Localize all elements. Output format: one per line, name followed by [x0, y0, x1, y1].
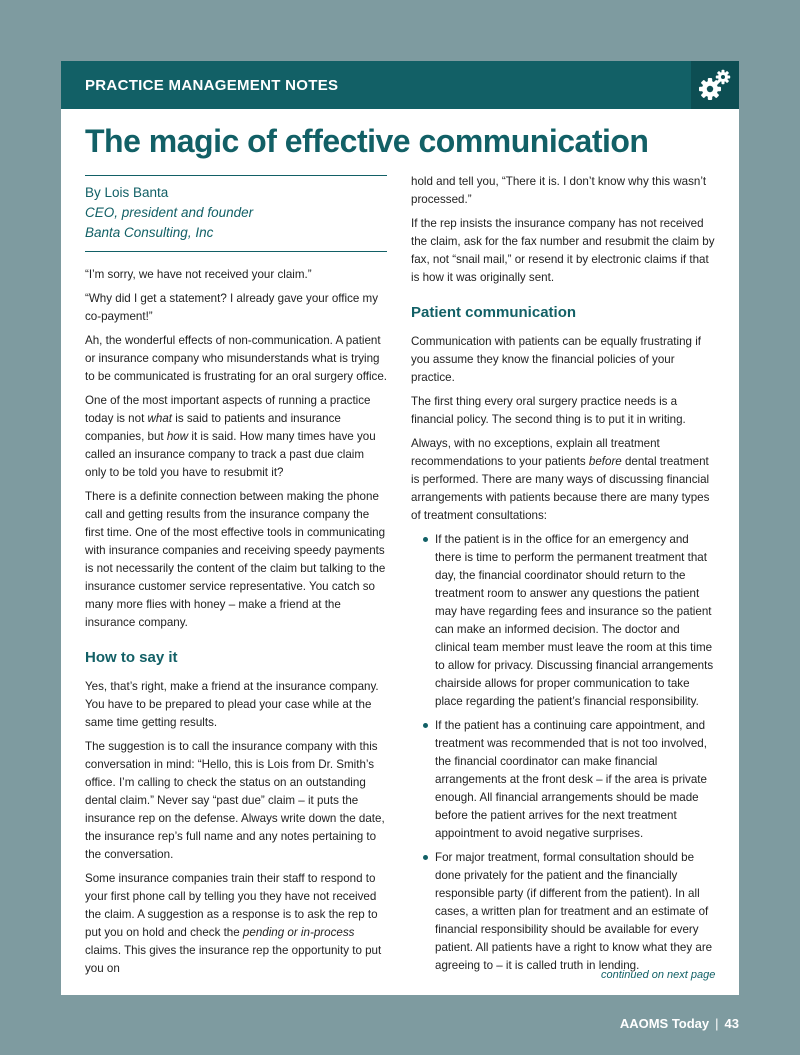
bullet-list	[411, 531, 715, 975]
paragraph: Some insurance companies train their staff to respond to your first phone call by telling you they have not received the claim. A suggestion as a response is to ask the rep to put you on hold and check the pending or in-process claims. This gives the insurance rep the opportunity to put you on	[85, 872, 382, 975]
section-banner	[61, 61, 739, 109]
paragraph: The first thing every oral surgery practice needs is a financial policy. The second thing is to put it in writing.	[411, 395, 686, 426]
paragraph: Yes, that’s right, make a friend at the insurance company. You have to be prepared to plead your case while at the same time getting results.	[85, 680, 379, 729]
paragraph: The suggestion is to call the insurance company with this conversation in mind: “Hello, this is Lois from Dr. Smith’s office. I’m calling to check the status on an outstanding dental claim.” Never say “past due” claim – it puts the insurance rep on the defense. Always write down the date, the insurance rep’s full name and any notes pertaining to the conversation.	[85, 740, 385, 861]
section-heading: Patient communication	[411, 304, 577, 321]
paragraph: If the rep insists the insurance company has not received the claim, ask for the fax number and resubmit the claim by fax, not “snail mail,” or resend it by electronic claims if that is how it was originally sent.	[411, 217, 715, 284]
section-heading: How to say it	[85, 649, 178, 666]
article-title: The magic of effective communication	[85, 123, 649, 159]
right-column	[411, 173, 715, 981]
divider	[85, 251, 387, 252]
publication-name: AAOMS Today	[619, 1016, 710, 1031]
page	[61, 61, 739, 995]
paragraph: “I’m sorry, we have not received your claim.”	[85, 268, 312, 281]
paragraph: hold and tell you, “There it is. I don’t know why this wasn’t processed.”	[411, 175, 707, 206]
bullet-item: If the patient has a continuing care appointment, and treatment was recommended that is not too involved, the financial coordinator can make financial arrangements at the front desk – if the area is private enough. All financial arrangements should be made before the patient arrives for the next treatment appointment to avoid negative surprises.	[435, 717, 715, 843]
footer-separator: |	[715, 1016, 719, 1031]
continued-note: continued on next page	[601, 969, 716, 981]
paragraph: There is a definite connection between making the phone call and getting results from the insurance company the first time. One of the most effective tools in communicating with insurance companies and receiving speedy payments is not necessarily the content of the claim but talking to the insurance customer service representative. You catch so many more flies with honey – make a friend at the insurance company.	[85, 490, 386, 629]
page-footer	[620, 1016, 739, 1031]
byline	[85, 176, 387, 251]
author-title: CEO, president and founder	[85, 205, 254, 220]
bullet-item: If the patient is in the office for an emergency and there is time to perform the permanent treatment that day, the financial coordinator should return to the treatment room to answer any questions the patient may have regarding fees and insurance so the patient can make an informed decision. The doctor and clinical team member must leave the room at this time to allow for privacy. Discussing financial arrangements chairside allows for proper communication to take place regarding the patient’s financial responsibility.	[435, 531, 715, 711]
left-column	[85, 175, 387, 984]
author-name: By Lois Banta	[85, 185, 169, 200]
paragraph: One of the most important aspects of running a practice today is not what is said to patients and insurance companies, but how it is said. How many times have you called an insurance company to track a past due claim only to be told you have to resubmit it?	[85, 394, 376, 479]
paragraph: Communication with patients can be equally frustrating if you assume they know the financial policies of your practice.	[411, 335, 701, 384]
bullet-item: For major treatment, formal consultation should be done privately for the patient and the financially responsible party (if different from the patient). In all cases, a written plan for treatment and an estimate of financial responsibility should be available for every patient. All patients have a right to know what they are agreeing to – it is called truth in lending.	[435, 849, 715, 975]
paragraph: “Why did I get a statement? I already gave your office my co-payment!”	[85, 292, 378, 323]
paragraph: Ah, the wonderful effects of non-communication. A patient or insurance company who misunderstands what is trying to be communicated is frustrating for an oral surgery office.	[85, 334, 388, 383]
page-number: 43	[724, 1016, 739, 1031]
gears-icon	[691, 61, 739, 109]
author-company: Banta Consulting, Inc	[85, 225, 214, 240]
paragraph: Always, with no exceptions, explain all treatment recommendations to your patients before dental treatment is performed. There are many ways of discussing financial arrangements with patients because there are many types of treatment consultations:	[411, 437, 710, 522]
section-label: PRACTICE MANAGEMENT NOTES	[85, 77, 339, 94]
